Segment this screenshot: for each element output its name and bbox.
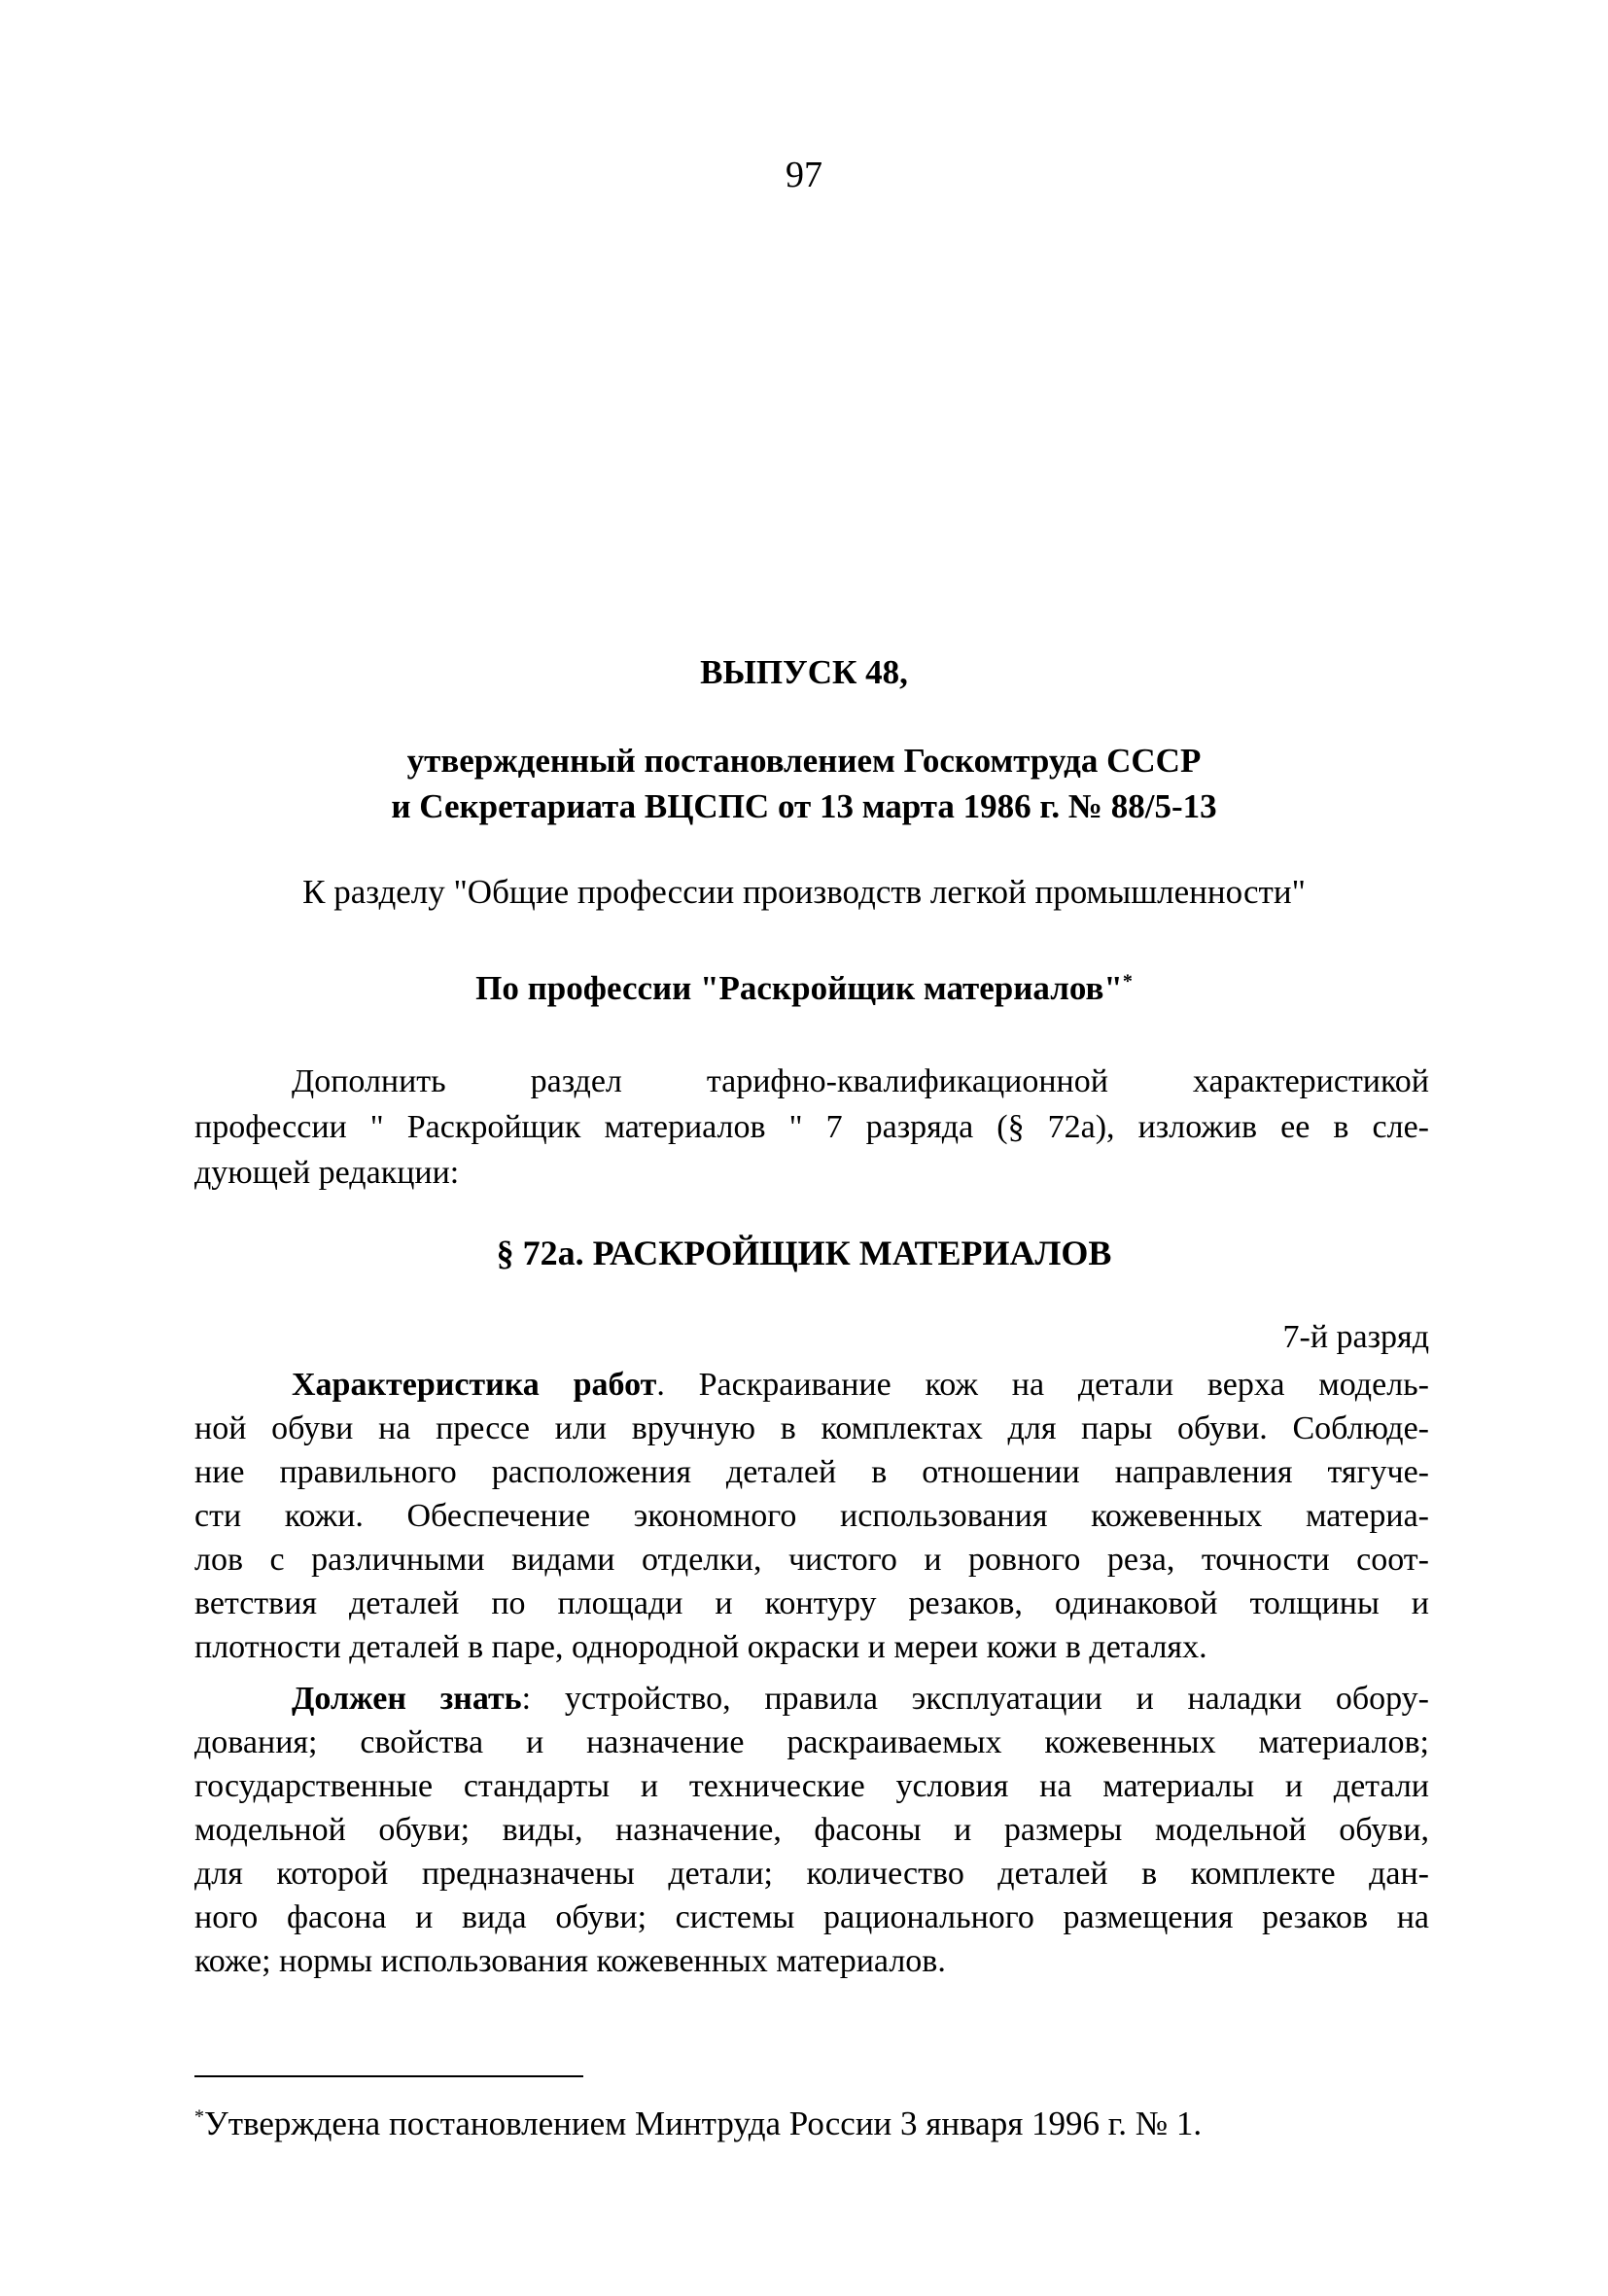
footnote-marker: * <box>1122 970 1133 992</box>
characteristics-line: ветствия деталей по площади и контуру резаков, одинаковой толщины и <box>194 1585 1429 1621</box>
must-know-lead: Должен знать <box>292 1681 522 1717</box>
must-know-text: : устройство, правила эксплуатации и наладки обору- <box>521 1681 1430 1717</box>
profession-heading <box>0 969 1608 1008</box>
intro-line: Дополнить раздел тарифно-квалификационной характеристикой <box>292 1063 1429 1099</box>
approval-line-2: и Секретариата ВЦСПС от 13 марта 1986 г. № 88/5-13 <box>391 787 1217 825</box>
approval-line-1: утвержденный постановлением Госкомтруда СССР <box>406 742 1202 780</box>
must-know-first-line <box>292 1677 1429 1721</box>
section-title: § 72а. РАСКРОЙЩИК МАТЕРИАЛОВ <box>496 1234 1112 1272</box>
characteristics-line: сти кожи. Обеспечение экономного использования кожевенных материа- <box>194 1498 1429 1534</box>
intro-line: дующей редакции: <box>194 1155 460 1191</box>
characteristics-line: ной обуви на прессе или вручную в комплектах для пары обуви. Соблюде- <box>194 1410 1429 1446</box>
characteristics-lead: Характеристика работ <box>292 1367 657 1403</box>
must-know-line: ного фасона и вида обуви; системы рационального размещения резаков на <box>194 1899 1429 1935</box>
must-know-line: для которой предназначены детали; количество деталей в комплекте дан- <box>194 1856 1429 1892</box>
characteristics-text: . Раскраивание кож на детали верха модель- <box>656 1367 1429 1403</box>
must-know-line: дования; свойства и назначение раскраиваемых кожевенных материалов; <box>194 1724 1429 1760</box>
footnote <box>194 2105 1202 2143</box>
must-know-line: коже; нормы использования кожевенных материалов. <box>194 1943 946 1979</box>
characteristics-line: плотности деталей в паре, однородной окраски и мереи кожи в деталях. <box>194 1629 1207 1665</box>
intro-line: профессии " Раскройщик материалов " 7 разряда (§ 72а), изложив ее в сле- <box>194 1109 1429 1145</box>
footnote-text: Утверждена постановлением Минтруда России 3 января 1996 г. № 1. <box>204 2105 1203 2142</box>
must-know-line: модельной обуви; виды, назначение, фасоны и размеры модельной обуви, <box>194 1812 1429 1848</box>
page-number: 97 <box>786 155 822 195</box>
grade-label: 7-й разряд <box>1282 1319 1429 1355</box>
profession-text: По профессии "Раскройщик материалов" <box>475 969 1123 1007</box>
characteristics-line: ние правильного расположения деталей в отношении направления тягуче- <box>194 1454 1429 1490</box>
section-reference: К разделу "Общие профессии производств легкой промышленности" <box>302 873 1306 911</box>
issue-title: ВЫПУСК 48, <box>700 653 908 691</box>
must-know-line: государственные стандарты и технические условия на материалы и детали <box>194 1768 1429 1804</box>
characteristics-first-line <box>292 1363 1429 1407</box>
characteristics-line: лов с различными видами отделки, чистого и ровного реза, точности соот- <box>194 1542 1429 1578</box>
footnote-mark: * <box>194 2105 204 2128</box>
footnote-divider <box>194 2075 583 2077</box>
